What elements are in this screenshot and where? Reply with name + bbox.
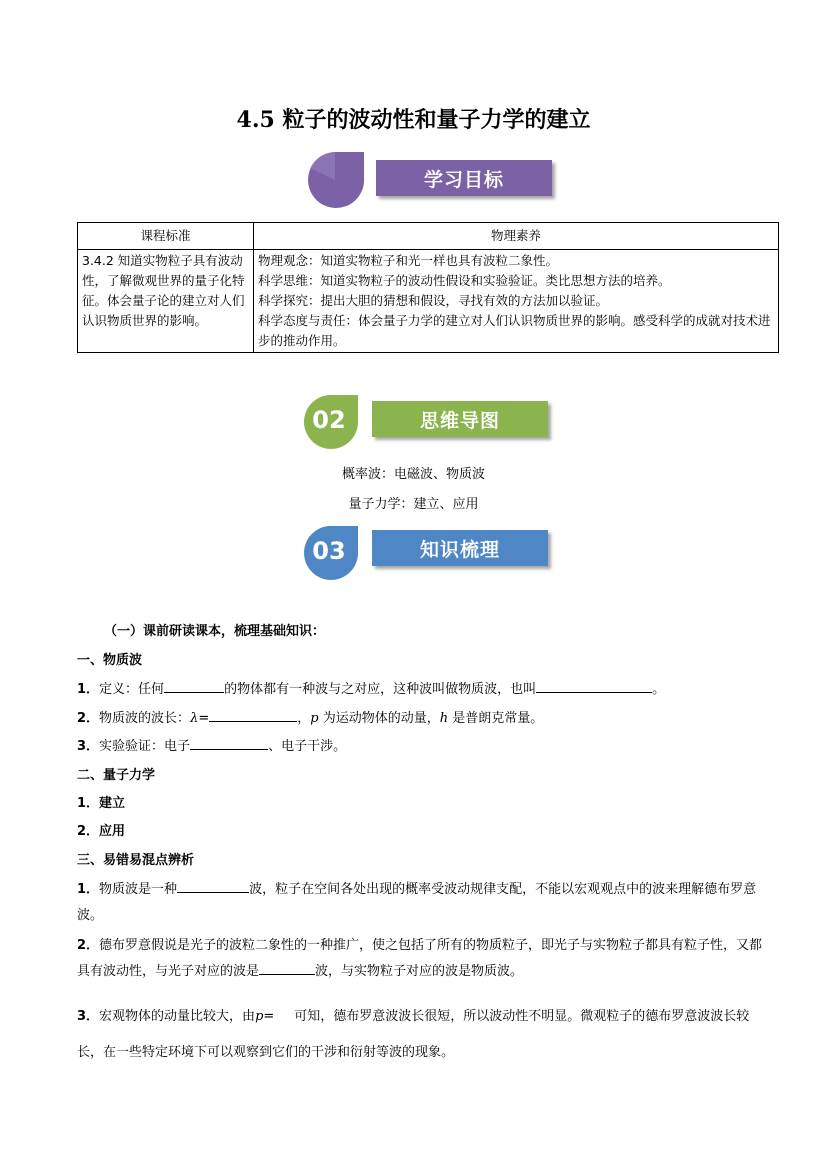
h-symbol: h bbox=[439, 711, 449, 726]
p-symbol: p bbox=[255, 1009, 264, 1024]
mindmap-number: 02 bbox=[312, 406, 346, 434]
fill-blank bbox=[536, 678, 652, 693]
fill-blank bbox=[164, 678, 224, 693]
item-text: ， bbox=[297, 711, 311, 726]
mindmap-label: 思维导图 bbox=[372, 401, 548, 437]
item-number: 3． bbox=[77, 739, 100, 754]
literacy-line: 科学态度与责任：体会量子力学的建立对人们认识物质世界的影响。感受科学的成就对技术进步的推动作用。 bbox=[258, 313, 771, 348]
literacy-line: 物理观念：知道实物粒子和光一样也具有波粒二象性。 bbox=[258, 253, 559, 268]
item-text: 德布罗意假说是光子的波粒二象性的一种推广，使之包括了所有的物质粒子，即光子与实物粒子都具有粒子性，又都具有波动性，与光子对应的波是 bbox=[77, 938, 763, 979]
list-item: 2．应用 bbox=[77, 824, 126, 839]
literacy-line: 科学思维：知道实物粒子的波动性假设和实验验证。类比思想方法的培养。 bbox=[258, 273, 671, 288]
fill-blank bbox=[190, 735, 268, 750]
learning-goals-banner bbox=[302, 150, 562, 210]
literacy-cell bbox=[254, 250, 779, 353]
item-text: 是普朗克常量。 bbox=[448, 711, 544, 726]
item-text: 宏观物体的动量比较大，由 bbox=[99, 1009, 256, 1024]
knowledge-number: 03 bbox=[312, 537, 346, 565]
item-text: 。 bbox=[652, 682, 666, 697]
item-text: 可知，德布罗意波波长很短，所以波动性不明显。微观粒子的德布罗意波波长较长，在一些特定环境下可以观察到它们的干涉和衍射等波的现象。 bbox=[77, 1009, 750, 1060]
header-literacy: 物理素养 bbox=[254, 223, 779, 250]
item-text: 物质波的波长： bbox=[99, 711, 191, 726]
list-item bbox=[77, 677, 767, 703]
list-item bbox=[77, 706, 767, 732]
header-curriculum: 课程标准 bbox=[78, 223, 254, 250]
section-heading: 一、物质波 bbox=[77, 653, 143, 668]
curriculum-standard-cell: 3.4.2 知道实物粒子具有波动性，了解微观世界的量子化特征。体会量子论的建立对人们认识物质世界的影响。 bbox=[78, 250, 254, 353]
equals-sign: = bbox=[263, 1009, 275, 1024]
list-item bbox=[77, 933, 767, 985]
mindmap-line: 量子力学：建立、应用 bbox=[348, 497, 479, 512]
item-number: 3． bbox=[77, 1009, 100, 1024]
intro-line: （一）课前研读课本，梳理基础知识： bbox=[104, 624, 326, 639]
fill-blank bbox=[259, 960, 315, 975]
knowledge-banner bbox=[296, 524, 556, 584]
literacy-line: 科学探究：提出大胆的猜想和假设，寻找有效的方法加以验证。 bbox=[258, 293, 609, 308]
list-item bbox=[77, 999, 767, 1071]
lambda-symbol: λ bbox=[190, 711, 199, 726]
section-heading: 三、易错易混点辨析 bbox=[77, 853, 195, 868]
item-number: 1． bbox=[77, 682, 100, 697]
item-text: 、电子干涉。 bbox=[268, 739, 347, 754]
item-text: 定义：任何 bbox=[99, 682, 165, 697]
section-heading: 二、量子力学 bbox=[77, 768, 156, 783]
purple-disc-icon bbox=[302, 150, 368, 210]
item-number: 2． bbox=[77, 711, 100, 726]
list-item bbox=[77, 734, 767, 760]
item-number: 1． bbox=[77, 882, 100, 897]
list-item: 1．建立 bbox=[77, 796, 126, 811]
p-symbol: p bbox=[310, 711, 319, 726]
equals-sign: = bbox=[198, 711, 210, 726]
item-text: 的物体都有一种波与之对应，这种波叫做物质波，也叫 bbox=[224, 682, 537, 697]
page-title: 4.5 粒子的波动性和量子力学的建立 bbox=[236, 107, 591, 133]
item-text: 波，与实物粒子对应的波是物质波。 bbox=[315, 964, 524, 979]
item-text: 波，粒子在空间各处出现的概率受波动规律支配，不能以宏观观点中的波来理解德布罗意波。 bbox=[77, 882, 757, 923]
knowledge-label: 知识梳理 bbox=[372, 530, 548, 566]
item-text: 实验验证：电子 bbox=[99, 739, 191, 754]
item-text: 物质波是一种 bbox=[99, 882, 178, 897]
fill-blank bbox=[177, 878, 249, 893]
standards-table bbox=[77, 222, 779, 353]
mindmap-line: 概率波：电磁波、物质波 bbox=[341, 467, 485, 482]
list-item bbox=[77, 877, 767, 929]
item-text: 为运动物体的动量， bbox=[318, 711, 440, 726]
fill-blank bbox=[209, 707, 297, 722]
item-number: 2． bbox=[77, 938, 100, 953]
mindmap-banner bbox=[296, 393, 556, 453]
learning-goals-label: 学习目标 bbox=[376, 160, 552, 196]
